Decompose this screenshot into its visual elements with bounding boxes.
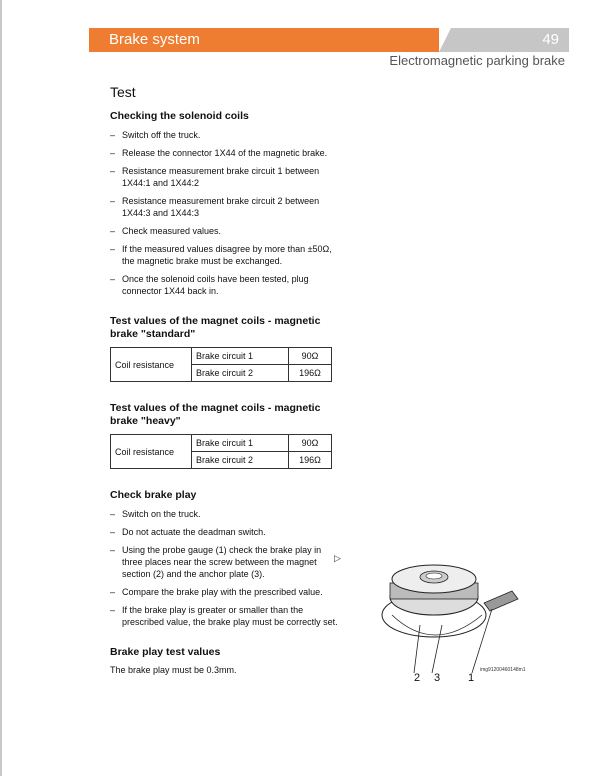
value-cell: 90Ω (289, 435, 332, 452)
value-cell: 196Ω (289, 365, 332, 382)
callout-label: 3 (434, 672, 441, 684)
row-label: Coil resistance (111, 435, 192, 469)
chapter-subtitle: Electromagnetic parking brake (389, 53, 565, 68)
list-item: – Using the probe gauge (1) check the brake play in three places near the screw between the magnet section (2) and the anchor plate (3). (110, 544, 340, 580)
callout-label: 1 (468, 672, 475, 684)
play-values-text: The brake play must be 0.3mm. (110, 665, 237, 675)
heavy-table (110, 434, 332, 469)
table-row (111, 348, 332, 365)
page-title: Test (110, 84, 136, 100)
list-item: – Check measured values. (110, 225, 340, 237)
list-item: – Compare the brake play with the prescribed value. (110, 586, 340, 598)
list-item: – Do not actuate the deadman switch. (110, 526, 340, 538)
list-item: – Switch off the truck. (110, 129, 340, 141)
list-item: – Resistance measurement brake circuit 1 between 1X44:1 and 1X44:2 (110, 165, 340, 189)
standard-heading: Test values of the magnet coils - magnetic brake "standard" (110, 315, 321, 340)
figure-code: img91200460148m1 (480, 667, 526, 673)
callout-label: 2 (414, 672, 421, 684)
circuit-cell: Brake circuit 1 (192, 435, 289, 452)
list-item: – Switch on the truck. (110, 508, 340, 520)
page-number: 49 (542, 31, 559, 48)
list-item: – Once the solenoid coils have been tested, plug connector 1X44 back in. (110, 273, 340, 297)
page-border (0, 0, 2, 776)
circuit-cell: Brake circuit 2 (192, 452, 289, 469)
row-label: Coil resistance (111, 348, 192, 382)
list-item: – If the measured values disagree by more than ±50Ω, the magnetic brake must be exchanged. (110, 243, 340, 267)
figure-reference-arrow-icon: ▷ (334, 553, 341, 563)
play-values-heading: Brake play test values (110, 646, 221, 658)
heavy-heading: Test values of the magnet coils - magnetic brake "heavy" (110, 402, 321, 427)
play-heading: Check brake play (110, 489, 197, 501)
main-content (110, 84, 340, 675)
circuit-cell: Brake circuit 2 (192, 365, 289, 382)
standard-table (110, 347, 332, 382)
value-cell: 196Ω (289, 452, 332, 469)
solenoid-steps (110, 129, 340, 297)
solenoid-heading: Checking the solenoid coils (110, 110, 249, 122)
list-item: – If the brake play is greater or smaller than the prescribed value, the brake play must be correctly set. (110, 604, 340, 628)
header-bar (89, 28, 569, 52)
list-item: – Resistance measurement brake circuit 2 between 1X44:3 and 1X44:3 (110, 195, 340, 219)
table-row (111, 435, 332, 452)
circuit-cell: Brake circuit 1 (192, 348, 289, 365)
section-title: Brake system (109, 31, 200, 48)
list-item: – Release the connector 1X44 of the magnetic brake. (110, 147, 340, 159)
play-steps (110, 508, 340, 628)
value-cell: 90Ω (289, 348, 332, 365)
